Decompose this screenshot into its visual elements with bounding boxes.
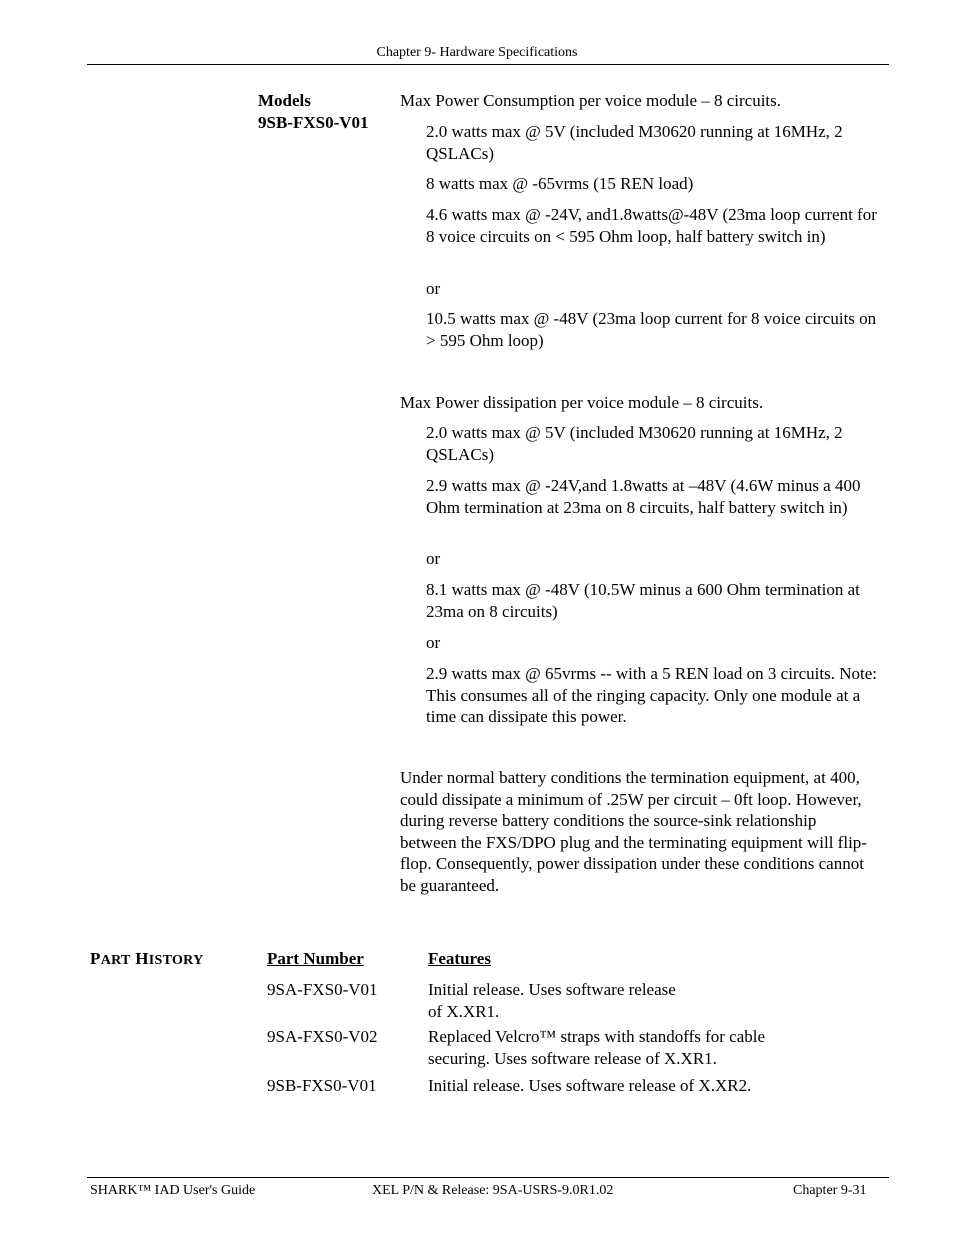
- features-line: of X.XR1.: [428, 1001, 500, 1021]
- features-line: Initial release. Uses software release of X.XR2.: [428, 1076, 752, 1095]
- title-art: ART: [100, 953, 131, 968]
- consumption-intro: Max Power Consumption per voice module – 8 circuits.: [400, 91, 782, 110]
- table-row-part: 9SA-FXS0-V02: [267, 1027, 378, 1046]
- table-row-part: 9SA-FXS0-V01: [267, 980, 378, 999]
- consumption-item: 4.6 watts max @ -24V, and1.8watts@-48V (23ma loop current for 8 voice circuits on < 595 Ohm loop, half battery switch in): [426, 205, 877, 246]
- footer-release: XEL P/N & Release: 9SA-USRS-9.0R1.02: [372, 1183, 614, 1198]
- dissipation-or: or: [426, 633, 441, 652]
- footer-page-number: Chapter 9-31: [793, 1183, 867, 1198]
- footer-rule: [87, 1177, 889, 1178]
- title-h: H: [135, 949, 149, 968]
- features-line: Replaced Velcro™ straps with standoffs for cable: [428, 1027, 766, 1046]
- column-header-part-number: Part Number: [267, 949, 364, 968]
- part-history-title: [90, 949, 204, 969]
- title-p: P: [90, 949, 101, 968]
- dissipation-item: 2.9 watts max @ -24V,and 1.8watts at –48V (4.6W minus a 400 Ohm termination at 23ma on 8 circuits, half battery switch in): [426, 476, 861, 517]
- dissipation-or: or: [426, 549, 441, 568]
- header-rule: [87, 64, 889, 65]
- footer-guide-title: SHARK™ IAD User's Guide: [90, 1183, 256, 1198]
- table-row-part: 9SB-FXS0-V01: [267, 1076, 377, 1095]
- consumption-or: or: [426, 279, 441, 298]
- table-row-features: [428, 1026, 848, 1069]
- consumption-item: 2.0 watts max @ 5V (included M30620 running at 16MHz, 2 QSLACs): [426, 122, 843, 163]
- models-label: [258, 90, 369, 134]
- features-line: Initial release. Uses software release: [428, 980, 676, 999]
- model-number: 9SB-FXS0-V01: [258, 113, 369, 132]
- table-row-features: [428, 979, 848, 1022]
- dissipation-item: 2.9 watts max @ 65vrms -- with a 5 REN load on 3 circuits. Note: This consumes all of the ringing capacity. Only one module at a time can dissipate this power.: [426, 664, 877, 726]
- consumption-item: 10.5 watts max @ -48V (23ma loop current for 8 voice circuits on > 595 Ohm loop): [426, 309, 877, 350]
- models-heading: Models: [258, 91, 311, 110]
- dissipation-intro: Max Power dissipation per voice module – 8 circuits.: [400, 393, 764, 412]
- page-header-title: Chapter 9- Hardware Specifications: [376, 45, 578, 60]
- features-line: securing. Uses software release of X.XR1.: [428, 1048, 717, 1068]
- column-header-features: Features: [428, 949, 491, 968]
- battery-note: Under normal battery conditions the termination equipment, at 400, could dissipate a minimum of .25W per circuit – 0ft loop. However, during reverse battery conditions the source-sink relationship between the FXS/DPO plug and the terminating equipment will flip-flop. Consequently, power dissipation under these conditions cannot be guaranteed.: [400, 768, 867, 895]
- table-row-features: [428, 1075, 848, 1097]
- dissipation-item: 8.1 watts max @ -48V (10.5W minus a 600 Ohm termination at 23ma on 8 circuits): [426, 580, 860, 621]
- dissipation-item: 2.0 watts max @ 5V (included M30620 running at 16MHz, 2 QSLACs): [426, 423, 843, 464]
- title-istory: ISTORY: [148, 953, 204, 968]
- consumption-item: 8 watts max @ -65vrms (15 REN load): [426, 174, 694, 193]
